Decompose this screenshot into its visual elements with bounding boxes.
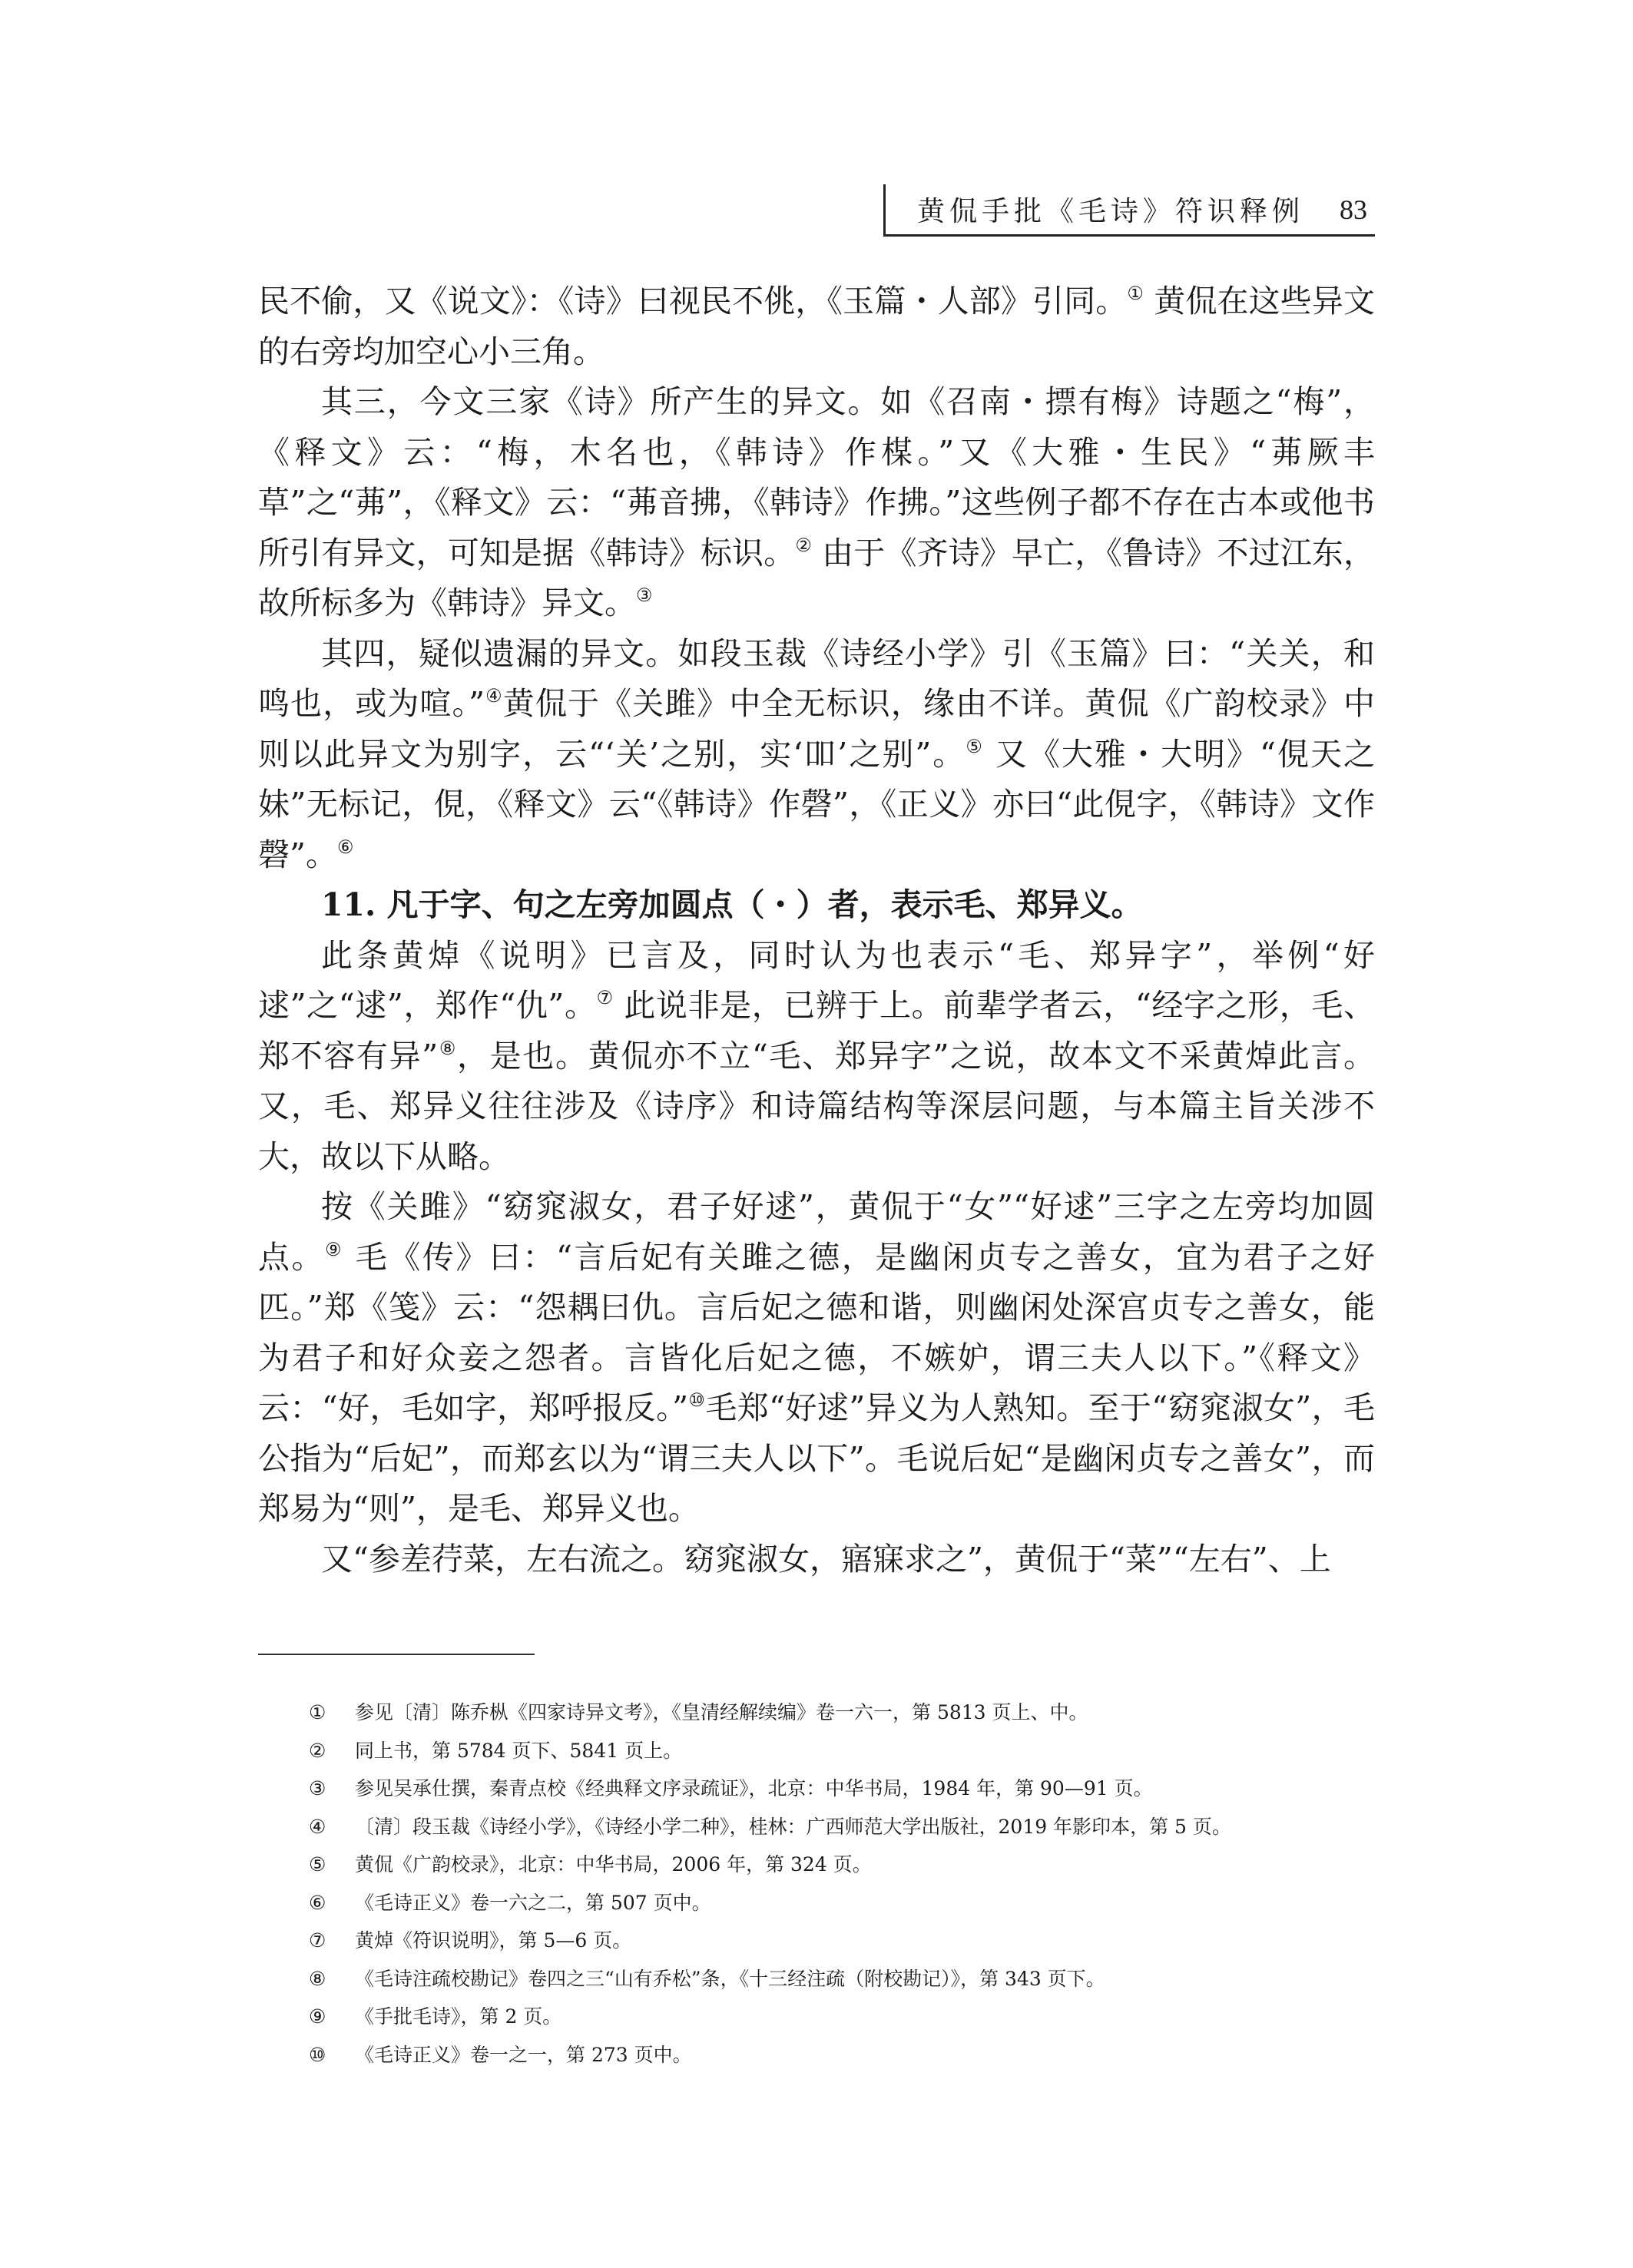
footnote-ref[interactable]: ① bbox=[1127, 283, 1144, 304]
footnote bbox=[309, 1770, 1384, 1808]
footnote-mark: ⑤ bbox=[309, 1853, 326, 1876]
page-number: 83 bbox=[1340, 194, 1367, 225]
running-title: 黄侃手批《毛诗》符识释例 bbox=[916, 196, 1304, 227]
footnote-ref[interactable]: ② bbox=[795, 534, 812, 556]
section-heading bbox=[258, 880, 1375, 931]
footnote-ref[interactable]: ⑧ bbox=[438, 1037, 458, 1059]
footnote-mark: ③ bbox=[309, 1777, 326, 1800]
footnote-text: 黄焯《符识说明》，第 5—6 页。 bbox=[355, 1929, 632, 1952]
text-run: 按《关雎》“窈窕淑女，君子好逑”，黄侃于“女”“好逑”三字之左旁均加圆点。 bbox=[258, 1188, 1375, 1276]
footnote-text: 〔清〕段玉裁《诗经小学》，《诗经小学二种》，桂林：广西师范大学出版社，2019 年影印本，第 5 页。 bbox=[355, 1815, 1231, 1838]
footnote-separator bbox=[258, 1654, 535, 1655]
text-run: 毛郑“好逑”异义为人熟知。至于“窈窕淑女”，毛公指为“后妃”，而郑玄以为“谓三夫人以下”。毛说后妃“是幽闲贞专之善女”，而郑易为“则”，是毛、郑异义也。 bbox=[258, 1389, 1376, 1527]
paragraph bbox=[258, 1182, 1375, 1535]
paragraph bbox=[258, 931, 1375, 1183]
footnote-text: 《毛诗注疏校勘记》卷四之三“山有乔松”条，《十三经注疏（附校勘记）》，第 343 页下。 bbox=[355, 1967, 1105, 1990]
footnote bbox=[309, 1960, 1384, 1998]
footnote-text: 黄侃《广韵校录》，北京：中华书局，2006 年，第 324 页。 bbox=[355, 1853, 872, 1876]
footnote-ref[interactable]: ⑥ bbox=[336, 836, 354, 858]
footnotes bbox=[309, 1694, 1384, 2074]
paragraph bbox=[258, 276, 1375, 377]
paragraph bbox=[258, 377, 1375, 629]
text-run: 毛《传》曰：“言后妃有关雎之德，是幽闲贞专之善女，宜为君子之好匹。”郑《笺》云：“怨耦曰仇。言后妃之德和谐，则幽闲处深宫贞专之善女，能为君子和好众妾之怨者。言皆化后妃之德，不嫉妒，谓三夫人以下。”《释文》云：“好，毛如字，郑呼报反。” bbox=[258, 1238, 1375, 1426]
footnote-ref[interactable]: ⑤ bbox=[966, 735, 984, 757]
footnote-mark: ⑧ bbox=[309, 1967, 326, 1990]
footnote-text: 《手批毛诗》，第 2 页。 bbox=[355, 2005, 562, 2028]
footnote-mark: ① bbox=[309, 1701, 326, 1723]
text-run: 11. 凡于字、句之左旁加圆点（・）者，表示毛、郑异义。 bbox=[321, 886, 1143, 923]
text-run: 民不偷，又《说文》：《诗》曰视民不佻，《玉篇・人部》引同。 bbox=[258, 283, 1128, 320]
footnote-ref[interactable]: ⑩ bbox=[688, 1389, 706, 1411]
main-text bbox=[258, 276, 1375, 1584]
text-run: 黄侃在这些异文的右旁均加空心小三角。 bbox=[258, 283, 1375, 370]
footnote bbox=[309, 1846, 1384, 1884]
footnote-mark: ⑥ bbox=[309, 1891, 326, 1914]
footnote-mark: ⑩ bbox=[309, 2043, 326, 2066]
footnote bbox=[309, 1998, 1384, 2036]
text-run: ，是也。黄侃亦不立“毛、郑异字”之说，故本文不采黄焯此言。又，毛、郑异义往往涉及《诗序》和诗篇结构等深层问题，与本篇主旨关涉不大，故以下从略。 bbox=[258, 1037, 1376, 1175]
text-run: 其四，疑似遗漏的异文。如段玉裁《诗经小学》引《玉篇》曰：“关关，和鸣也，或为喧。” bbox=[258, 634, 1375, 722]
footnote-ref[interactable]: ③ bbox=[636, 584, 653, 606]
footnote bbox=[309, 1732, 1384, 1770]
footnote-ref[interactable]: ④ bbox=[485, 685, 503, 707]
paragraph bbox=[258, 1535, 1375, 1585]
footnote-text: 《毛诗正义》卷一之一，第 273 页中。 bbox=[355, 2043, 692, 2066]
footnote bbox=[309, 1808, 1384, 1846]
footnote-mark: ② bbox=[309, 1739, 326, 1762]
text-run: 此说非是，已辨于上。前辈学者云，“经字之形，毛、郑不容有异” bbox=[258, 987, 1375, 1074]
footnote-text: 《毛诗正义》卷一六之二，第 507 页中。 bbox=[355, 1891, 711, 1914]
footnote bbox=[309, 1922, 1384, 1960]
text-run: 黄侃于《关雎》中全无标识，缘由不详。黄侃《广韵校录》中则以此异文为别字，云“‘关’之别，实‘吅’之别”。 bbox=[258, 685, 1376, 773]
text-run: 又“参差荇菜，左右流之。窈窕淑女，寤寐求之”，黄侃于“菜”“左右”、上 bbox=[321, 1540, 1331, 1578]
footnote-mark: ④ bbox=[309, 1815, 326, 1838]
footnote bbox=[309, 1884, 1384, 1922]
text-run: 此条黄焯《说明》已言及，同时认为也表示“毛、郑异字”，举例“好逑”之“逑”，郑作“仇”。 bbox=[258, 936, 1375, 1024]
text-run: 其三，今文三家《诗》所产生的异文。如《召南・摽有梅》诗题之“梅”，《释文》云：“梅，木名也，《韩诗》作楳。”又《大雅・生民》“茀厥丰草”之“茀”，《释文》云：“茀音拂，《韩诗》作拂。”这些例子都不存在古本或他书所引有异文，可知是据《韩诗》标识。 bbox=[258, 383, 1375, 571]
footnote-text: 参见〔清〕陈乔枞《四家诗异文考》，《皇清经解续编》卷一六一，第 5813 页上、中。 bbox=[355, 1701, 1088, 1723]
footnote-ref[interactable]: ⑦ bbox=[596, 987, 614, 1008]
footnote-text: 同上书，第 5784 页下、5841 页上。 bbox=[355, 1739, 683, 1762]
running-header bbox=[883, 184, 1375, 237]
footnote-mark: ⑨ bbox=[309, 2005, 326, 2028]
footnote-mark: ⑦ bbox=[309, 1929, 326, 1952]
footnote-text: 参见吴承仕撰，秦青点校《经典释文序录疏证》，北京：中华书局，1984 年，第 90—91 页。 bbox=[355, 1777, 1153, 1800]
text-run: 由于《齐诗》早亡，《鲁诗》不过江东，故所标多为《韩诗》异文。 bbox=[258, 534, 1376, 621]
paragraph bbox=[258, 629, 1375, 881]
text-run: 又《大雅・大明》“俔天之妹”无标记，俔，《释文》云“《韩诗》作磬”，《正义》亦曰“此俔字，《韩诗》文作磬”。 bbox=[258, 735, 1375, 873]
footnote-ref[interactable]: ⑨ bbox=[325, 1238, 344, 1260]
footnote bbox=[309, 1694, 1384, 1732]
footnote bbox=[309, 2036, 1384, 2074]
